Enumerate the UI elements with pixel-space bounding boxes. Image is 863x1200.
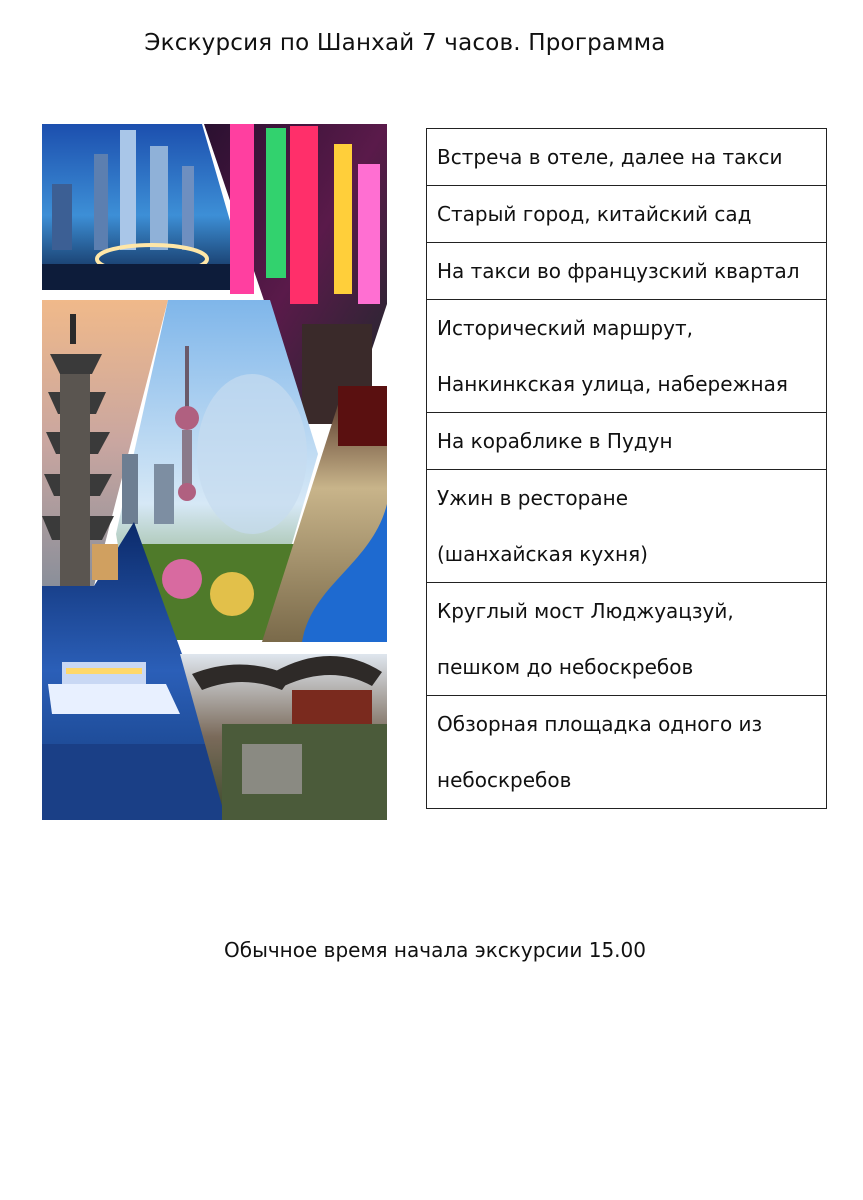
program-cell bbox=[427, 243, 827, 300]
program-item-text: Исторический маршрут, bbox=[437, 316, 693, 340]
program-table bbox=[426, 128, 827, 809]
photo-collage bbox=[42, 124, 387, 820]
program-cell bbox=[427, 696, 827, 809]
program-item-text: На кораблике в Пудун bbox=[437, 429, 673, 453]
start-time-note: Обычное время начала экскурсии 15.00 bbox=[224, 938, 646, 962]
program-row bbox=[427, 129, 827, 186]
program-item-text: Старый город, китайский сад bbox=[437, 202, 752, 226]
program-cell bbox=[427, 300, 827, 413]
program-row bbox=[427, 186, 827, 243]
program-item-text: Обзорная площадка одного из bbox=[437, 712, 763, 736]
program-cell bbox=[427, 186, 827, 243]
program-item-text: (шанхайская кухня) bbox=[437, 542, 648, 566]
program-item-text: На такси во французский квартал bbox=[437, 259, 800, 283]
program-cell bbox=[427, 583, 827, 696]
program-row bbox=[427, 470, 827, 583]
program-cell bbox=[427, 470, 827, 583]
program-row bbox=[427, 583, 827, 696]
program-item-text: Ужин в ресторане bbox=[437, 486, 628, 510]
program-row bbox=[427, 696, 827, 809]
program-cell bbox=[427, 413, 827, 470]
program-row bbox=[427, 300, 827, 413]
program-row bbox=[427, 413, 827, 470]
program-item-text: Нанкинкская улица, набережная bbox=[437, 372, 788, 396]
program-item-text: Круглый мост Люджуацзуй, bbox=[437, 599, 734, 623]
program-item-text: пешком до небоскребов bbox=[437, 655, 694, 679]
page-title: Экскурсия по Шанхай 7 часов. Программа bbox=[144, 30, 666, 56]
program-cell bbox=[427, 129, 827, 186]
program-item-text: Встреча в отеле, далее на такси bbox=[437, 145, 783, 169]
program-row bbox=[427, 243, 827, 300]
program-item-text: небоскребов bbox=[437, 768, 572, 792]
